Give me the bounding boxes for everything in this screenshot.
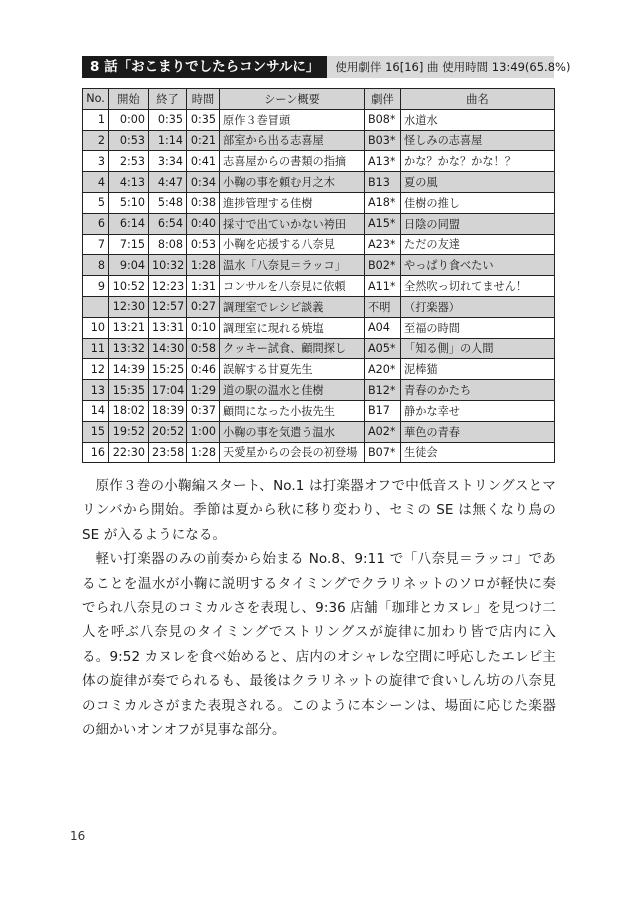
cell-start: 10:52 (109, 276, 149, 297)
table-row (83, 359, 555, 380)
cell-start: 5:10 (109, 192, 149, 213)
cell-bgm: B07* (365, 442, 401, 463)
bgm-usage-summary: 使用劇伴 16[16] 曲 使用時間 13:49(65.8%) (335, 60, 571, 74)
cell-no: 15 (83, 421, 109, 442)
chapter-title: 8 話「おこまりでしたらコンサルに」 (82, 56, 327, 78)
cell-scene: 温水「八奈見＝ラッコ」 (220, 255, 365, 276)
cell-scene: 天愛星からの会長の初登場 (220, 442, 365, 463)
table-row (83, 296, 555, 317)
commentary-paragraph: 原作３巻の小鞠編スタート、No.1 は打楽器オフで中低音ストリングスとマリンバから開始。季節は夏から秋に移り変わり、セミの SE は無くなり鳥の SE が入るようになる。 (82, 478, 556, 543)
cell-bgm: A15* (365, 213, 401, 234)
cell-end: 18:39 (149, 400, 187, 421)
cell-song: 「知る側」の人間 (401, 338, 555, 359)
cell-duration: 1:29 (187, 380, 220, 401)
cell-no: 10 (83, 317, 109, 338)
table-row (83, 192, 555, 213)
cell-song: やっぱり食べたい (401, 255, 555, 276)
cell-start: 14:39 (109, 359, 149, 380)
cell-duration: 0:27 (187, 296, 220, 317)
col-header-bgm: 劇伴 (365, 89, 401, 110)
cell-end: 13:31 (149, 317, 187, 338)
table-row (83, 317, 555, 338)
col-header-scene: シーン概要 (220, 89, 365, 110)
cell-start: 0:00 (109, 109, 149, 130)
cell-start: 19:52 (109, 421, 149, 442)
cell-bgm: A13* (365, 151, 401, 172)
cell-scene: 顧問になった小抜先生 (220, 400, 365, 421)
cell-end: 4:47 (149, 172, 187, 193)
cell-start: 15:35 (109, 380, 149, 401)
cell-start: 13:32 (109, 338, 149, 359)
cell-scene: 小鞠の事を頼む月之木 (220, 172, 365, 193)
cell-song: 静かな幸せ (401, 400, 555, 421)
cell-end: 12:57 (149, 296, 187, 317)
cell-end: 14:30 (149, 338, 187, 359)
table-row (83, 255, 555, 276)
cell-end: 1:14 (149, 130, 187, 151)
cell-scene: 部室から出る志喜屋 (220, 130, 365, 151)
cell-bgm: B12* (365, 380, 401, 401)
cell-end: 3:34 (149, 151, 187, 172)
cell-bgm: A20* (365, 359, 401, 380)
cell-start: 13:21 (109, 317, 149, 338)
cell-song: 水道水 (401, 109, 555, 130)
col-header-duration: 時間 (187, 89, 220, 110)
cell-duration: 1:28 (187, 442, 220, 463)
cell-song: 青春のかたち (401, 380, 555, 401)
cell-start: 6:14 (109, 213, 149, 234)
cell-start: 9:04 (109, 255, 149, 276)
cell-scene: 道の駅の温水と佳樹 (220, 380, 365, 401)
table-row (83, 338, 555, 359)
table-row (83, 380, 555, 401)
cell-no: 12 (83, 359, 109, 380)
cell-bgm: A02* (365, 421, 401, 442)
cell-duration: 1:00 (187, 421, 220, 442)
table-row (83, 421, 555, 442)
cell-end: 17:04 (149, 380, 187, 401)
cell-start: 2:53 (109, 151, 149, 172)
cell-song: 生徒会 (401, 442, 555, 463)
cell-duration: 1:31 (187, 276, 220, 297)
cell-duration: 0:46 (187, 359, 220, 380)
commentary-paragraph: 軽い打楽器のみの前奏から始まる No.8、9:11 で「八奈見＝ラッコ」であることを温水が小鞠に説明するタイミングでクラリネットのソロが軽快に奏でられ八奈見のコミカルさを表現し、9:36 店舗「珈琲とカヌレ」を見つけ二人を呼ぶ八奈見のタイミングでストリングスが旋律に加わり皆で店内に入る。9:52 カヌレを食べ始めると、店内のオシャレな空間に呼応したエレピ主体の旋律が奏でられるも、最後はクラリネットの旋律で食いしん坊の八奈見のコミカルさがまた表現される。このように本シーンは、場面に応じた楽器の細かいオンオフが見事な部分。 (82, 551, 556, 739)
cell-no: 16 (83, 442, 109, 463)
cell-scene: 進捗管理する佳樹 (220, 192, 365, 213)
cell-no: 2 (83, 130, 109, 151)
cell-no: 6 (83, 213, 109, 234)
col-header-start: 開始 (109, 89, 149, 110)
cell-song: 泥棒猫 (401, 359, 555, 380)
col-header-no: No. (83, 89, 109, 110)
cell-scene: 調理室でレシピ談義 (220, 296, 365, 317)
cell-scene: 志喜屋からの書類の指摘 (220, 151, 365, 172)
cell-end: 15:25 (149, 359, 187, 380)
table-row (83, 276, 555, 297)
cell-no: 9 (83, 276, 109, 297)
cell-song: 夏の風 (401, 172, 555, 193)
cell-start: 18:02 (109, 400, 149, 421)
table-row (83, 172, 555, 193)
cell-bgm: A23* (365, 234, 401, 255)
cell-scene: 採寸で出ていかない袴田 (220, 213, 365, 234)
cell-start: 7:15 (109, 234, 149, 255)
cell-end: 20:52 (149, 421, 187, 442)
table-row (83, 130, 555, 151)
cell-song: 華色の青春 (401, 421, 555, 442)
cell-end: 5:48 (149, 192, 187, 213)
col-header-end: 終了 (149, 89, 187, 110)
cell-bgm: B02* (365, 255, 401, 276)
cell-no: 5 (83, 192, 109, 213)
cell-no: 1 (83, 109, 109, 130)
col-header-song: 曲名 (401, 89, 555, 110)
table-header-row (83, 89, 555, 110)
cell-scene: 小鞠を応援する八奈見 (220, 234, 365, 255)
cell-no: 11 (83, 338, 109, 359)
table-body (83, 109, 555, 463)
cell-no: 8 (83, 255, 109, 276)
cell-duration: 0:58 (187, 338, 220, 359)
cell-duration: 0:37 (187, 400, 220, 421)
cell-end: 23:58 (149, 442, 187, 463)
table-row (83, 213, 555, 234)
cell-no: 7 (83, 234, 109, 255)
chapter-header (82, 56, 571, 78)
cell-scene: 小鞠の事を気遣う温水 (220, 421, 365, 442)
cell-bgm: B13 (365, 172, 401, 193)
cell-song: 佳樹の推し (401, 192, 555, 213)
cell-no: 13 (83, 380, 109, 401)
cell-end: 8:08 (149, 234, 187, 255)
cell-scene: 誤解する甘夏先生 (220, 359, 365, 380)
cell-start: 4:13 (109, 172, 149, 193)
cell-scene: 原作３巻冒頭 (220, 109, 365, 130)
table-row (83, 442, 555, 463)
cell-song: 全然吹っ切れてません！ (401, 276, 555, 297)
cell-start: 0:53 (109, 130, 149, 151)
cell-bgm: A18* (365, 192, 401, 213)
cell-bgm: A05* (365, 338, 401, 359)
cell-duration: 0:21 (187, 130, 220, 151)
cell-song: （打楽器） (401, 296, 555, 317)
cell-duration: 0:41 (187, 151, 220, 172)
cell-bgm: 不明 (365, 296, 401, 317)
cell-duration: 0:40 (187, 213, 220, 234)
cell-bgm: B08* (365, 109, 401, 130)
table-row (83, 151, 555, 172)
table-row (83, 400, 555, 421)
cell-duration: 0:38 (187, 192, 220, 213)
cell-bgm: A11* (365, 276, 401, 297)
cell-scene: コンサルを八奈見に依頼 (220, 276, 365, 297)
cell-no: 14 (83, 400, 109, 421)
cell-start: 12:30 (109, 296, 149, 317)
cell-duration: 0:53 (187, 234, 220, 255)
cell-end: 6:54 (149, 213, 187, 234)
cell-no (83, 296, 109, 317)
cell-song: 怪しみの志喜屋 (401, 130, 555, 151)
cell-no: 4 (83, 172, 109, 193)
cell-scene: クッキー試食、顧問探し (220, 338, 365, 359)
table-row (83, 109, 555, 130)
cell-song: かな？かな？かな！？ (401, 151, 555, 172)
cell-song: 至福の時間 (401, 317, 555, 338)
cell-duration: 1:28 (187, 255, 220, 276)
cell-start: 22:30 (109, 442, 149, 463)
cell-end: 0:35 (149, 109, 187, 130)
page-number: 16 (70, 829, 86, 843)
cell-bgm: A04 (365, 317, 401, 338)
cell-end: 12:23 (149, 276, 187, 297)
scene-table (82, 88, 555, 463)
cell-end: 10:32 (149, 255, 187, 276)
table-row (83, 234, 555, 255)
cell-bgm: B17 (365, 400, 401, 421)
cell-song: 日陰の同盟 (401, 213, 555, 234)
cell-duration: 0:35 (187, 109, 220, 130)
cell-no: 3 (83, 151, 109, 172)
cell-duration: 0:10 (187, 317, 220, 338)
cell-bgm: B03* (365, 130, 401, 151)
cell-scene: 調理室に現れる焼塩 (220, 317, 365, 338)
cell-duration: 0:34 (187, 172, 220, 193)
cell-song: ただの友達 (401, 234, 555, 255)
commentary (82, 474, 556, 742)
